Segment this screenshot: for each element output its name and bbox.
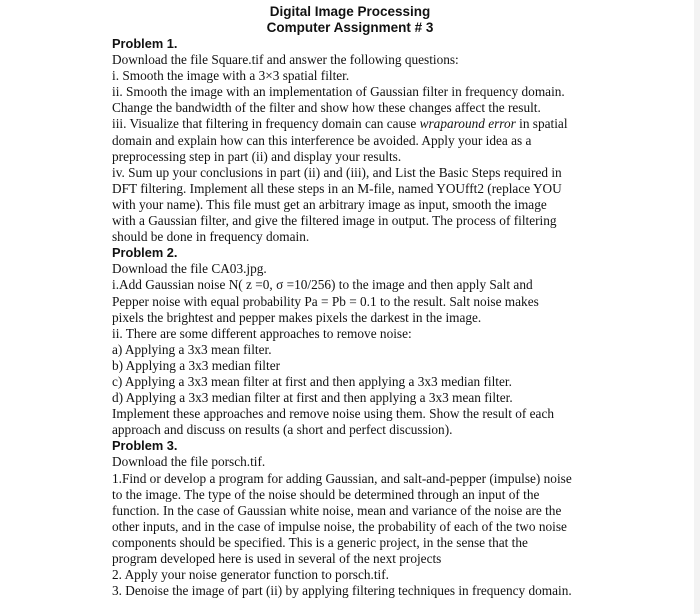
problem-2-line: d) Applying a 3x3 median filter at first and then applying a 3x3 mean filter.: [112, 390, 513, 406]
problem-1-heading: Problem 1.: [112, 36, 178, 51]
problem-1-line: iv. Sum up your conclusions in part (ii) and (iii), and List the Basic Steps required in: [112, 164, 562, 180]
problem-1-line: with a Gaussian filter, and give the filtered image in output. The process of filtering: [112, 213, 557, 229]
problem-1-line: should be done in frequency domain.: [112, 229, 310, 245]
problem-2-line: ii. There are some different approaches to remove noise:: [112, 325, 412, 341]
problem-2-line: approach and discuss on results (a short and perfect discussion).: [112, 422, 453, 438]
problem-1-line: Download the file Square.tif and answer the following questions:: [112, 52, 459, 68]
problem-3-line: other inputs, and in the case of impulse noise, the probability of each of the two noise: [112, 518, 567, 534]
problem-2-heading: Problem 2.: [112, 245, 178, 261]
problem-1-iii-pre: iii. Visualize that filtering in frequency domain can cause: [112, 116, 420, 132]
problem-1-line-iii: [112, 116, 692, 132]
problem-2-line: pixels the brightest and pepper makes pixels the darkest in the image.: [112, 309, 482, 325]
problem-2-line: a) Applying a 3x3 mean filter.: [112, 341, 272, 357]
problem-3-line: Download the file porsch.tif.: [112, 454, 266, 470]
problem-1-line: with your name). This file must get an arbitrary image as input, smooth the image: [112, 196, 547, 212]
problem-3-line: program developed here is used in several of the next projects: [112, 551, 442, 566]
assignment-body: [112, 36, 692, 599]
problem-3-line: 3. Denoise the image of part (ii) by applying filtering techniques in frequency domain.: [112, 583, 572, 599]
problem-2-line: b) Applying a 3x3 median filter: [112, 357, 281, 373]
problem-1-iii-post: in spatial: [515, 116, 568, 132]
problem-1-line: ii. Smooth the image with an implementation of Gaussian filter in frequency domain.: [112, 84, 565, 100]
document-title: Digital Image Processing: [269, 4, 431, 19]
problem-1-iii-italic: wraparound error: [419, 116, 516, 132]
problem-2-line: Download the file CA03.jpg.: [112, 261, 267, 277]
problem-3-line: 1.Find or develop a program for adding Gaussian, and salt-and-pepper (impulse) noise: [112, 470, 572, 486]
problem-2-line: c) Applying a 3x3 mean filter at first and then applying a 3x3 median filter.: [112, 373, 512, 389]
problem-2-line: i.Add Gaussian noise N( z =0, σ =10/256) to the image and then apply Salt and: [112, 277, 533, 293]
problem-2-line: Pepper noise with equal probability Pa = Pb = 0.1 to the result. Salt noise makes: [112, 293, 539, 309]
problem-1-line: i. Smooth the image with a 3×3 spatial filter.: [112, 68, 350, 84]
problem-3-line: function. In the case of Gaussian white noise, mean and variance of the noise are the: [112, 502, 562, 518]
problem-2-line: Implement these approaches and remove noise using them. Show the result of each: [112, 406, 554, 422]
problem-1-line: Change the bandwidth of the filter and show how these changes affect the result.: [112, 100, 541, 116]
problem-3-line: to the image. The type of the noise should be determined through an input of the: [112, 486, 540, 502]
problem-1-line: preprocessing step in part (ii) and display your results.: [112, 148, 402, 164]
document-subtitle: Computer Assignment # 3: [266, 20, 434, 35]
problem-3-line: components should be specified. This is a generic project, in the sense that the: [112, 534, 528, 550]
problem-3-line: 2. Apply your noise generator function to porsch.tif.: [112, 567, 389, 583]
problem-3-heading: Problem 3.: [112, 438, 178, 454]
problem-1-line: DFT filtering. Implement all these steps in an M-file, named YOUfft2 (replace YOU: [112, 180, 562, 196]
problem-1-line: domain and explain how can this interference be avoided. Apply your idea as a: [112, 132, 532, 148]
document-header: [0, 4, 700, 36]
page-edge-shade: [694, 0, 700, 614]
